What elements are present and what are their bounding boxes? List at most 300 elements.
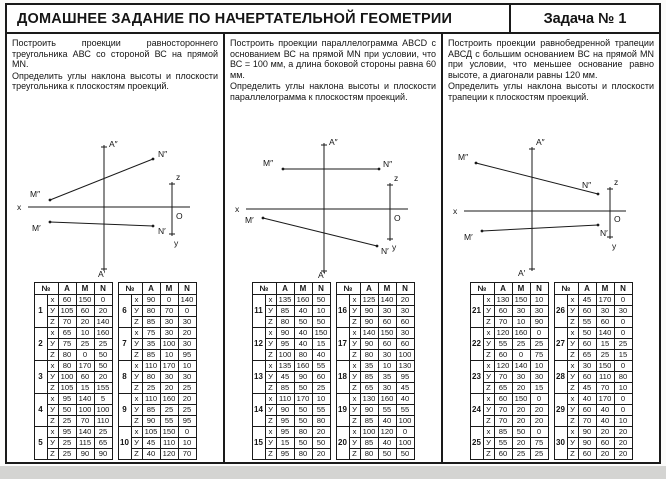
coord-axis-label: x: [47, 361, 58, 372]
coord-value: 0: [614, 405, 632, 416]
variant-number: 8: [118, 361, 131, 394]
coord-value: 75: [530, 438, 548, 449]
coord-value: 50: [294, 405, 312, 416]
label-n-front: N″: [582, 180, 592, 190]
coord-value: 60: [494, 394, 512, 405]
coord-value: 20: [512, 416, 530, 427]
variant-number: 12: [252, 328, 265, 361]
coord-value: 135: [276, 361, 294, 372]
label-m-horiz: M′: [245, 215, 254, 225]
variant-number: 14: [252, 394, 265, 427]
coord-axis-label: Z: [483, 449, 494, 460]
coord-value: 10: [512, 317, 530, 328]
coord-value: 85: [276, 306, 294, 317]
coord-axis-label: x: [47, 328, 58, 339]
variant-number: 15: [252, 427, 265, 460]
coord-axis-label: x: [131, 427, 142, 438]
coord-value: 160: [160, 394, 178, 405]
coord-value: 50: [294, 416, 312, 427]
coord-value: 140: [76, 427, 94, 438]
coord-value: 55: [312, 361, 330, 372]
coord-value: 55: [494, 339, 512, 350]
coord-value: 40: [596, 416, 614, 427]
coord-value: 25: [178, 383, 196, 394]
coord-value: 90: [294, 372, 312, 383]
task-paragraph: Построить проекции параллелограмма ABCD с основанием ВС на прямой MN при условии, что ВС = 100 мм, а длина боковой стороны равна 60 мм.: [230, 38, 436, 80]
coord-value: 25: [58, 438, 76, 449]
coord-axis-label: У: [131, 438, 142, 449]
coord-value: 150: [596, 361, 614, 372]
point-m-front: [282, 168, 285, 171]
coord-value: 60: [494, 350, 512, 361]
coord-axis-label: У: [567, 372, 578, 383]
coord-axis-label: x: [483, 427, 494, 438]
task-text-parallelogram: [230, 38, 436, 121]
coord-value: 70: [76, 416, 94, 427]
coord-value: 20: [94, 306, 112, 317]
task-text-trapezoid: [448, 38, 654, 121]
coord-value: 40: [378, 438, 396, 449]
coord-axis-label: Z: [567, 449, 578, 460]
coord-value: 10: [614, 383, 632, 394]
coord-axis-label: У: [349, 372, 360, 383]
variant-number: 5: [34, 427, 47, 460]
coord-value: 70: [494, 405, 512, 416]
coord-value: 60: [578, 449, 596, 460]
coord-value: 170: [294, 394, 312, 405]
coord-value: 0: [614, 295, 632, 306]
coord-value: 140: [512, 361, 530, 372]
column-parallelogram-task: [225, 34, 443, 462]
coord-value: 25: [530, 339, 548, 350]
coord-value: 25: [614, 339, 632, 350]
coord-value: 90: [142, 295, 160, 306]
coord-axis-label: У: [349, 339, 360, 350]
coord-value: 20: [160, 383, 178, 394]
coord-value: 95: [276, 449, 294, 460]
label-m-horiz: M′: [32, 223, 41, 233]
coord-value: 80: [294, 449, 312, 460]
coord-axis-label: Z: [131, 317, 142, 328]
col-header-m: М: [76, 283, 94, 295]
coord-value: 100: [396, 350, 414, 361]
coord-value: 30: [530, 306, 548, 317]
coord-value: 95: [276, 339, 294, 350]
variant-number: 30: [554, 427, 567, 460]
point-m-horiz: [481, 230, 484, 233]
variant-number: 21: [470, 295, 483, 328]
variant-number: 7: [118, 328, 131, 361]
coord-value: 55: [396, 405, 414, 416]
coord-value: 160: [294, 361, 312, 372]
coord-axis-label: x: [47, 394, 58, 405]
variant-number: 10: [118, 427, 131, 460]
coord-axis-label: x: [483, 295, 494, 306]
variant-number: 27: [554, 328, 567, 361]
coord-value: 70: [494, 372, 512, 383]
coord-axis-label: Z: [349, 317, 360, 328]
mn-frontal-projection-line: [50, 159, 153, 200]
coord-axis-label: Z: [349, 383, 360, 394]
coord-value: 80: [312, 416, 330, 427]
coord-value: 50: [312, 295, 330, 306]
coord-value: 30: [378, 350, 396, 361]
coord-axis-label: У: [483, 306, 494, 317]
variants-table-host: [336, 282, 415, 460]
coord-value: 60: [578, 339, 596, 350]
coord-value: 25: [94, 339, 112, 350]
coord-value: 80: [360, 449, 378, 460]
coord-value: 25: [178, 405, 196, 416]
variant-number: 9: [118, 394, 131, 427]
coord-axis-label: У: [47, 306, 58, 317]
scan-edge-strip: [0, 466, 666, 479]
coord-value: 20: [512, 438, 530, 449]
coord-value: 60: [578, 306, 596, 317]
coord-axis-label: Z: [483, 350, 494, 361]
coord-value: 90: [142, 416, 160, 427]
coord-value: 160: [512, 328, 530, 339]
point-n-front: [152, 158, 155, 161]
coord-value: 20: [396, 295, 414, 306]
coord-value: 100: [76, 405, 94, 416]
coord-value: 60: [76, 372, 94, 383]
coord-value: 95: [58, 394, 76, 405]
projection-diagram-svg: [448, 123, 654, 279]
z-axis-label: z: [176, 172, 181, 182]
coord-axis-label: У: [483, 372, 494, 383]
coord-axis-label: У: [567, 306, 578, 317]
task-paragraph: Построить проекции равностороннего треугольника АВС со стороной ВС на прямой MN.: [12, 38, 218, 70]
coord-value: 0: [614, 328, 632, 339]
coord-value: 140: [360, 328, 378, 339]
coord-value: 25: [596, 350, 614, 361]
coord-value: 95: [396, 372, 414, 383]
coord-value: 100: [396, 416, 414, 427]
coord-value: 60: [578, 372, 596, 383]
coord-value: 60: [494, 306, 512, 317]
coord-axis-label: У: [483, 339, 494, 350]
y-axis-label: y: [392, 242, 397, 252]
point-n-horiz: [376, 245, 379, 248]
variants-table: [336, 282, 415, 460]
variant-number: 18: [336, 361, 349, 394]
coord-value: 130: [360, 394, 378, 405]
coord-value: 20: [312, 427, 330, 438]
coord-value: 115: [76, 438, 94, 449]
col-header-n: N: [94, 283, 112, 295]
coord-value: 85: [360, 372, 378, 383]
coord-value: 70: [494, 317, 512, 328]
coord-value: 50: [312, 317, 330, 328]
coord-value: 140: [76, 394, 94, 405]
coord-axis-label: x: [265, 361, 276, 372]
coord-value: 150: [312, 328, 330, 339]
coord-value: 30: [614, 306, 632, 317]
coord-value: 30: [178, 339, 196, 350]
coord-value: 65: [58, 328, 76, 339]
coord-value: 120: [160, 449, 178, 460]
coord-axis-label: x: [483, 328, 494, 339]
variant-tables-trapezoid: [448, 282, 654, 460]
coord-axis-label: x: [349, 328, 360, 339]
coord-value: 10: [160, 350, 178, 361]
coord-axis-label: x: [483, 394, 494, 405]
variants-table-host: [34, 282, 113, 460]
col-header-a: А: [142, 283, 160, 295]
coord-axis-label: У: [47, 339, 58, 350]
coord-axis-label: У: [265, 405, 276, 416]
coord-value: 0: [94, 295, 112, 306]
point-m-front: [475, 162, 478, 165]
col-header-m: М: [160, 283, 178, 295]
col-header-n: N: [312, 283, 330, 295]
coord-value: 100: [94, 405, 112, 416]
coord-value: 60: [312, 372, 330, 383]
coord-axis-label: У: [265, 339, 276, 350]
variants-table-host: [252, 282, 331, 460]
coord-value: 135: [276, 295, 294, 306]
task-paragraph: Построить проекции равнобедренной трапеции АВСД с большим основанием ВС на прямой MN при условии, что меньшее основание равно высоте, а диагонали равны 120 мм.: [448, 38, 654, 80]
coord-value: 140: [378, 295, 396, 306]
variant-number: 26: [554, 295, 567, 328]
coord-value: 15: [596, 339, 614, 350]
coord-axis-label: x: [265, 427, 276, 438]
coord-value: 50: [294, 317, 312, 328]
coord-value: 70: [58, 317, 76, 328]
coord-value: 80: [142, 372, 160, 383]
coord-value: 100: [160, 339, 178, 350]
variants-table-host: [470, 282, 549, 460]
coord-value: 50: [94, 350, 112, 361]
coord-axis-label: Z: [131, 449, 142, 460]
coord-value: 60: [596, 317, 614, 328]
coord-value: 10: [178, 438, 196, 449]
coord-value: 80: [360, 350, 378, 361]
coord-value: 40: [312, 350, 330, 361]
coord-value: 65: [94, 438, 112, 449]
coord-axis-label: У: [131, 339, 142, 350]
point-n-front: [378, 168, 381, 171]
coord-value: 40: [578, 394, 596, 405]
coord-value: 20: [178, 394, 196, 405]
coord-value: 40: [142, 449, 160, 460]
coord-value: 100: [58, 372, 76, 383]
coord-value: 10: [178, 361, 196, 372]
coord-value: 140: [178, 295, 196, 306]
coord-value: 60: [396, 339, 414, 350]
coord-value: 40: [294, 339, 312, 350]
coord-value: 60: [494, 449, 512, 460]
coord-value: 15: [76, 383, 94, 394]
coord-axis-label: Z: [483, 416, 494, 427]
coord-value: 10: [312, 306, 330, 317]
coord-value: 130: [494, 295, 512, 306]
coord-axis-label: У: [483, 438, 494, 449]
coord-value: 95: [276, 416, 294, 427]
col-header-a: А: [276, 283, 294, 295]
label-a-horiz: A′: [318, 270, 326, 279]
coord-value: 50: [512, 427, 530, 438]
coord-value: 105: [58, 306, 76, 317]
coord-value: 0: [160, 295, 178, 306]
coord-value: 20: [76, 317, 94, 328]
label-a-front: A″: [536, 137, 545, 147]
coord-value: 75: [142, 328, 160, 339]
label-m-horiz: M′: [464, 232, 473, 242]
coord-value: 90: [530, 317, 548, 328]
coord-value: 25: [530, 449, 548, 460]
coord-value: 150: [76, 295, 94, 306]
coord-axis-label: Z: [47, 416, 58, 427]
coord-value: 85: [360, 438, 378, 449]
x-axis-label: x: [17, 202, 22, 212]
coord-value: 35: [378, 372, 396, 383]
coord-value: 170: [596, 394, 614, 405]
variant-number: 23: [470, 361, 483, 394]
coord-value: 30: [578, 361, 596, 372]
col-header-variant: №: [34, 283, 58, 295]
coord-axis-label: У: [47, 405, 58, 416]
coord-value: 105: [58, 383, 76, 394]
coord-value: 90: [76, 449, 94, 460]
coord-value: 25: [76, 339, 94, 350]
variant-number: 20: [336, 427, 349, 460]
coord-value: 20: [512, 405, 530, 416]
task-text-triangle: [12, 38, 218, 121]
coord-value: 70: [578, 416, 596, 427]
coord-value: 50: [378, 449, 396, 460]
label-m-front: M″: [458, 152, 469, 162]
coord-value: 40: [378, 416, 396, 427]
coord-value: 60: [76, 306, 94, 317]
coord-axis-label: Z: [265, 416, 276, 427]
coord-value: 100: [360, 427, 378, 438]
diagram-parallelogram-projection: [230, 122, 436, 280]
coord-axis-label: x: [265, 394, 276, 405]
variants-table: [470, 282, 549, 460]
coord-value: 35: [142, 339, 160, 350]
coord-value: 75: [58, 339, 76, 350]
column-triangle-task: [7, 34, 225, 462]
coord-value: 90: [578, 438, 596, 449]
coord-value: 80: [142, 306, 160, 317]
z-axis-label: z: [614, 177, 619, 187]
coord-value: 140: [596, 328, 614, 339]
task-number: Задача № 1: [543, 10, 627, 27]
coord-value: 130: [396, 361, 414, 372]
mn-horizontal-projection-line: [482, 225, 598, 231]
col-header-a: А: [58, 283, 76, 295]
diagram-triangle-projection: [12, 122, 218, 280]
coord-value: 85: [360, 416, 378, 427]
coord-axis-label: Z: [349, 449, 360, 460]
col-header-a: А: [578, 283, 596, 295]
coord-axis-label: x: [567, 361, 578, 372]
variant-number: 22: [470, 328, 483, 361]
coord-value: 150: [512, 394, 530, 405]
coord-value: 160: [378, 394, 396, 405]
coord-value: 70: [178, 449, 196, 460]
coord-value: 95: [58, 427, 76, 438]
coord-value: 85: [142, 317, 160, 328]
col-header-m: М: [512, 283, 530, 295]
coord-value: 110: [142, 394, 160, 405]
coord-value: 60: [58, 295, 76, 306]
y-axis-label: y: [174, 238, 179, 248]
coord-value: 30: [378, 306, 396, 317]
coord-value: 65: [360, 383, 378, 394]
projection-diagram-svg: [12, 123, 218, 279]
coord-value: 20: [614, 427, 632, 438]
coord-axis-label: x: [131, 394, 142, 405]
coord-value: 150: [512, 295, 530, 306]
variant-number: 4: [34, 394, 47, 427]
coord-value: 45: [396, 383, 414, 394]
coord-axis-label: У: [265, 438, 276, 449]
coord-axis-label: x: [265, 328, 276, 339]
coord-axis-label: x: [47, 295, 58, 306]
coord-value: 55: [378, 405, 396, 416]
coord-axis-label: Z: [47, 317, 58, 328]
coord-value: 90: [578, 427, 596, 438]
coord-axis-label: У: [131, 306, 142, 317]
variant-tables-parallelogram: [230, 282, 436, 460]
mn-frontal-projection-line: [476, 163, 598, 194]
coord-value: 25: [512, 449, 530, 460]
coord-axis-label: У: [265, 306, 276, 317]
coord-value: 30: [396, 306, 414, 317]
coord-value: 15: [312, 339, 330, 350]
coord-value: 85: [276, 383, 294, 394]
coord-value: 15: [276, 438, 294, 449]
coord-axis-label: Z: [131, 383, 142, 394]
coord-axis-label: x: [567, 394, 578, 405]
coord-axis-label: У: [483, 405, 494, 416]
task-paragraph: Определить углы наклона высоты и плоскости параллелограмма к плоскостям проекций.: [230, 81, 436, 102]
coord-value: 95: [276, 427, 294, 438]
col-header-variant: №: [252, 283, 276, 295]
coord-axis-label: x: [349, 361, 360, 372]
label-n-horiz: N′: [158, 226, 166, 236]
col-header-a: А: [360, 283, 378, 295]
coord-value: 0: [530, 394, 548, 405]
coord-value: 120: [494, 328, 512, 339]
coord-value: 50: [294, 383, 312, 394]
variant-number: 13: [252, 361, 265, 394]
coord-value: 45: [578, 295, 596, 306]
coord-value: 50: [312, 438, 330, 449]
coord-value: 80: [614, 372, 632, 383]
coord-value: 60: [396, 317, 414, 328]
label-m-front: M″: [30, 189, 41, 199]
coord-value: 95: [178, 416, 196, 427]
coord-value: 80: [58, 350, 76, 361]
coord-value: 25: [160, 405, 178, 416]
task-paragraph: Определить углы наклона высоты и плоскости треугольника к плоскостям проекций.: [12, 70, 218, 92]
coord-value: 110: [596, 372, 614, 383]
coord-axis-label: У: [349, 438, 360, 449]
coord-value: 160: [94, 328, 112, 339]
projection-diagram-svg: [230, 123, 436, 279]
coord-value: 15: [530, 383, 548, 394]
variants-table: [34, 282, 113, 460]
coord-value: 170: [596, 295, 614, 306]
coord-value: 170: [76, 361, 94, 372]
col-header-variant: №: [554, 283, 578, 295]
coord-value: 50: [58, 405, 76, 416]
label-a-front: A″: [329, 137, 338, 147]
